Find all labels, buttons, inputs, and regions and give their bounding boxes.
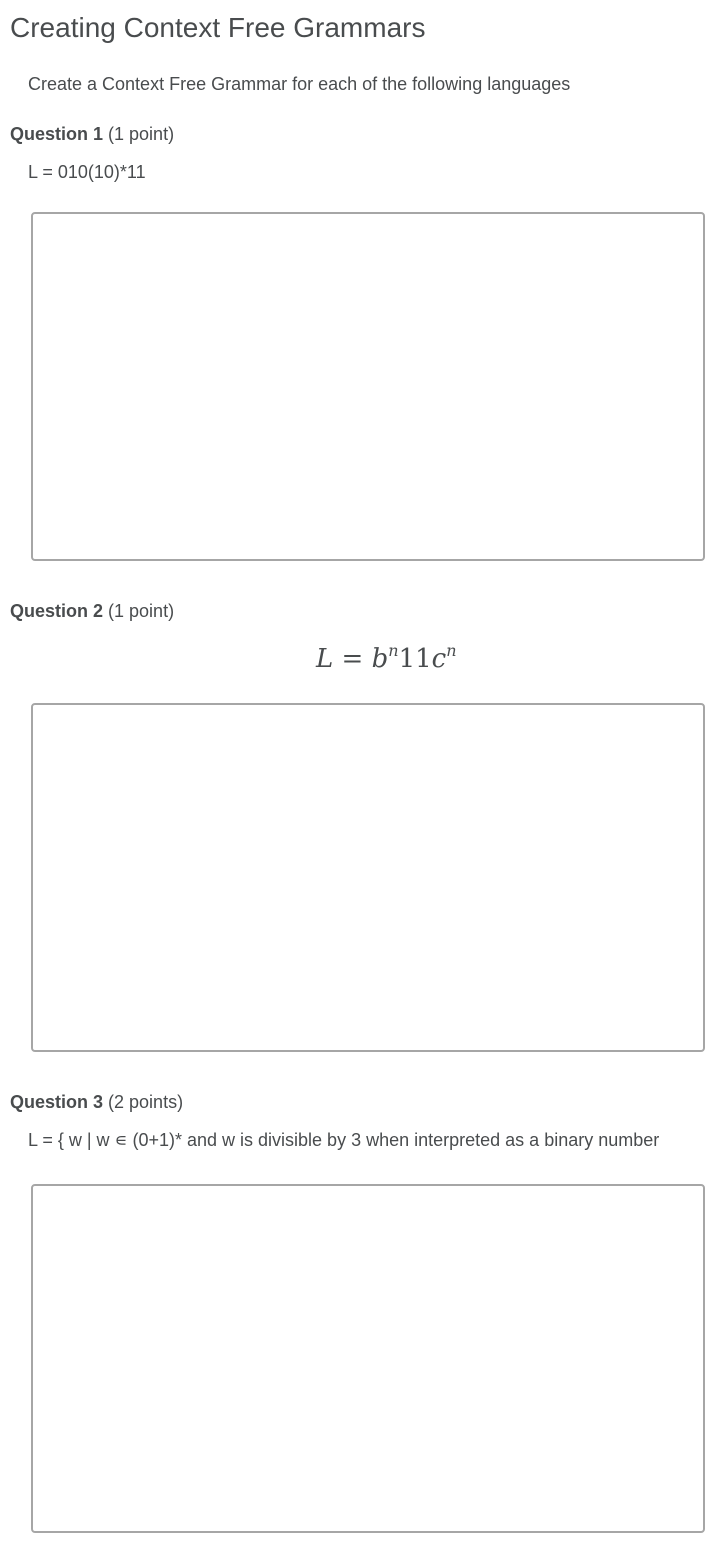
question-2-label: Question 2 <box>10 601 104 621</box>
question-2-heading <box>10 601 174 622</box>
question-3-points: (2 points) <box>108 1092 184 1112</box>
formula-exponent-1: n <box>388 641 399 660</box>
formula-base-b: b <box>371 644 389 674</box>
question-3-prompt: L = { w | w ∊ (0+1)* and w is divisible by 3 when interpreted as a binary number <box>28 1130 660 1150</box>
formula-lhs: L <box>316 644 334 674</box>
question-3-label: Question 3 <box>10 1092 104 1112</box>
instructions-text: Create a Context Free Grammar for each of the following languages <box>28 74 571 94</box>
question-1-points: (1 point) <box>108 124 175 144</box>
question-1-prompt: L = 010(10)*11 <box>28 162 146 182</box>
question-1-heading <box>10 124 174 145</box>
question-2-answer-field[interactable] <box>31 703 705 1052</box>
question-3-answer-field[interactable] <box>31 1184 705 1533</box>
formula-middle: 11 <box>398 644 432 674</box>
formula-exponent-2: n <box>446 641 457 660</box>
question-3-heading <box>10 1092 183 1113</box>
question-1-answer-field[interactable] <box>31 212 705 561</box>
formula-base-c: c <box>431 644 447 674</box>
question-2-points: (1 point) <box>108 601 175 621</box>
formula-equals: = <box>341 644 364 674</box>
question-1-label: Question 1 <box>10 124 104 144</box>
page-title: Creating Context Free Grammars <box>10 12 426 43</box>
question-2-formula <box>316 641 457 674</box>
